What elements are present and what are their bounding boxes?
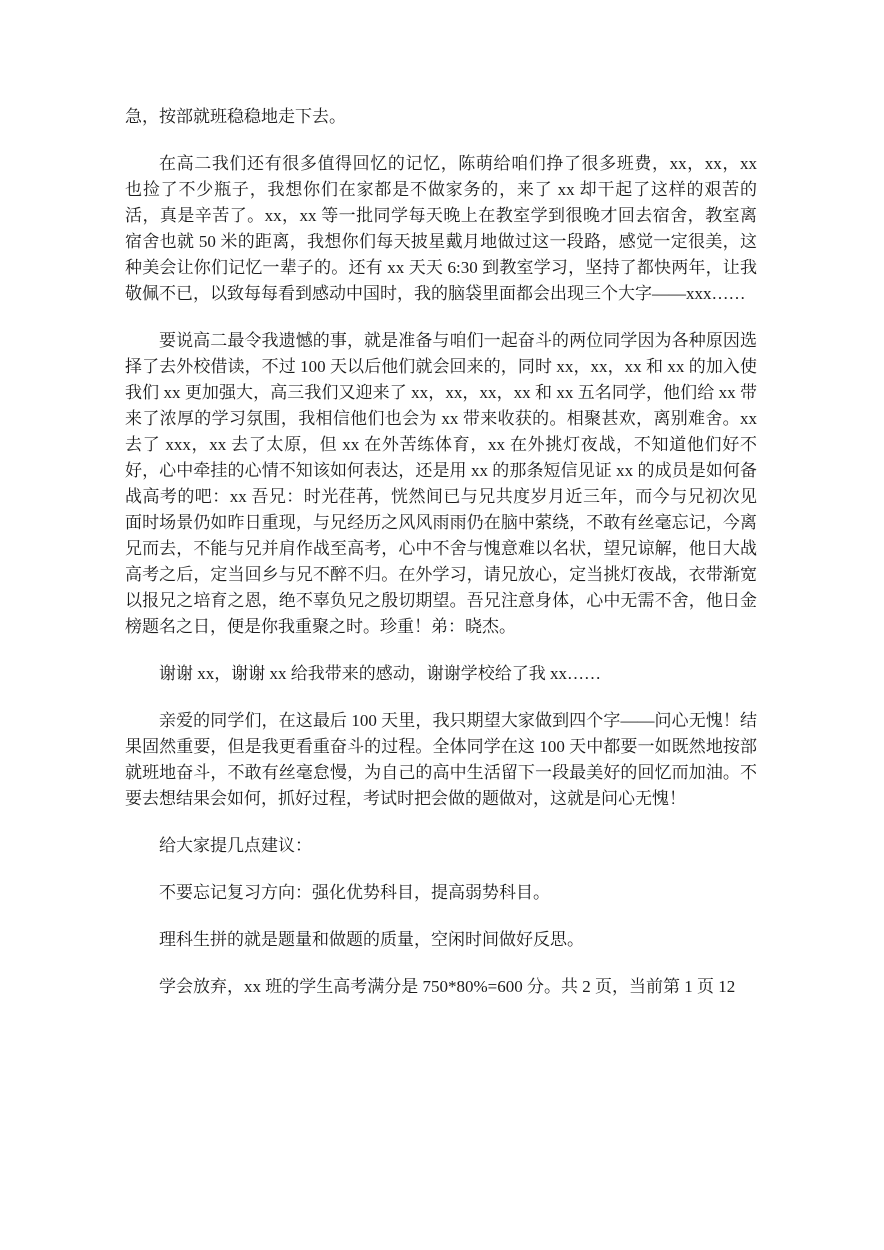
paragraph: 谢谢 xx，谢谢 xx 给我带来的感动，谢谢学校给了我 xx…… [159, 664, 601, 683]
paragraph: 亲爱的同学们，在这最后 100 天里，我只期望大家做到四个字——问心无愧！结果固然重要，但是我更看重奋斗的过程。全体同学在这 100 天中都要一如既然地按部就班地奋斗，不敢有丝毫怠慢，为自己的高中生活留下一段最美好的回忆而加油。不要去想结果会如何，抓好过程，考试时把会做的题做对，这就是问心无愧！ [125, 711, 757, 808]
paragraph-suggestion-with-pagination: 学会放弃，xx 班的学生高考满分是 750*80%=600 分。共 2 页，当前第 1 页 12 [159, 977, 736, 996]
paragraph: 在高二我们还有很多值得回忆的记忆，陈萌给咱们挣了很多班费，xx，xx，xx 也捡了不少瓶子，我想你们在家都是不做家务的，来了 xx 却干起了这样的艰苦的活，真是辛苦了。xx，xx 等一批同学每天晚上在教室学到很晚才回去宿舍，教室离宿舍也就 50 米的距离，我想你们每天披星戴月地做过这一段路，感觉一定很美，这种美会让你们记忆一辈子的。还有 xx 天天 6:30 到教室学习，坚持了都快两年，让我敬佩不已，以致每每看到感动中国时，我的脑袋里面都会出现三个大字——xxx…… [125, 154, 757, 303]
paragraph-suggestion: 不要忘记复习方向：强化优势科目，提高弱势科目。 [159, 883, 550, 902]
paragraph-suggestions-heading: 给大家提几点建议： [159, 836, 312, 855]
paragraph-continuation: 急，按部就班稳稳地走下去。 [125, 107, 346, 126]
paragraph-suggestion: 理科生拼的就是题量和做题的质量，空闲时间做好反思。 [159, 930, 584, 949]
paragraph: 要说高二最令我遗憾的事，就是准备与咱们一起奋斗的两位同学因为各种原因选择了去外校借读，不过 100 天以后他们就会回来的，同时 xx，xx，xx 和 xx 的加入使我们 xx 更加强大，高三我们又迎来了 xx，xx，xx，xx 和 xx 五名同学，他们给 xx 带来了浓厚的学习氛围，我相信他们也会为 xx 带来收获的。相聚甚欢，离别难舍。xx 去了 xxx，xx 去了太原，但 xx 在外苦练体育，xx 在外挑灯夜战，不知道他们好不好，心中牵挂的心情不知该如何表达，还是用 xx 的那条短信见证 xx 的成员是如何备战高考的吧：xx 吾兄：时光荏苒，恍然间已与兄共度岁月近三年，而今与兄初次见面时场景仍如昨日重现，与兄经历之风风雨雨仍在脑中萦绕，不敢有丝毫忘记，今离兄而去，不能与兄并肩作战至高考，心中不舍与愧意难以名状，望兄谅解，他日大战高考之后，定当回乡与兄不醉不归。在外学习，请兄放心，定当挑灯夜战，衣带渐宽以报兄之培育之恩，绝不辜负兄之殷切期望。吾兄注意身体，心中无需不舍，他日金榜题名之日，便是你我重聚之时。珍重！弟：晓杰。 [125, 331, 757, 636]
